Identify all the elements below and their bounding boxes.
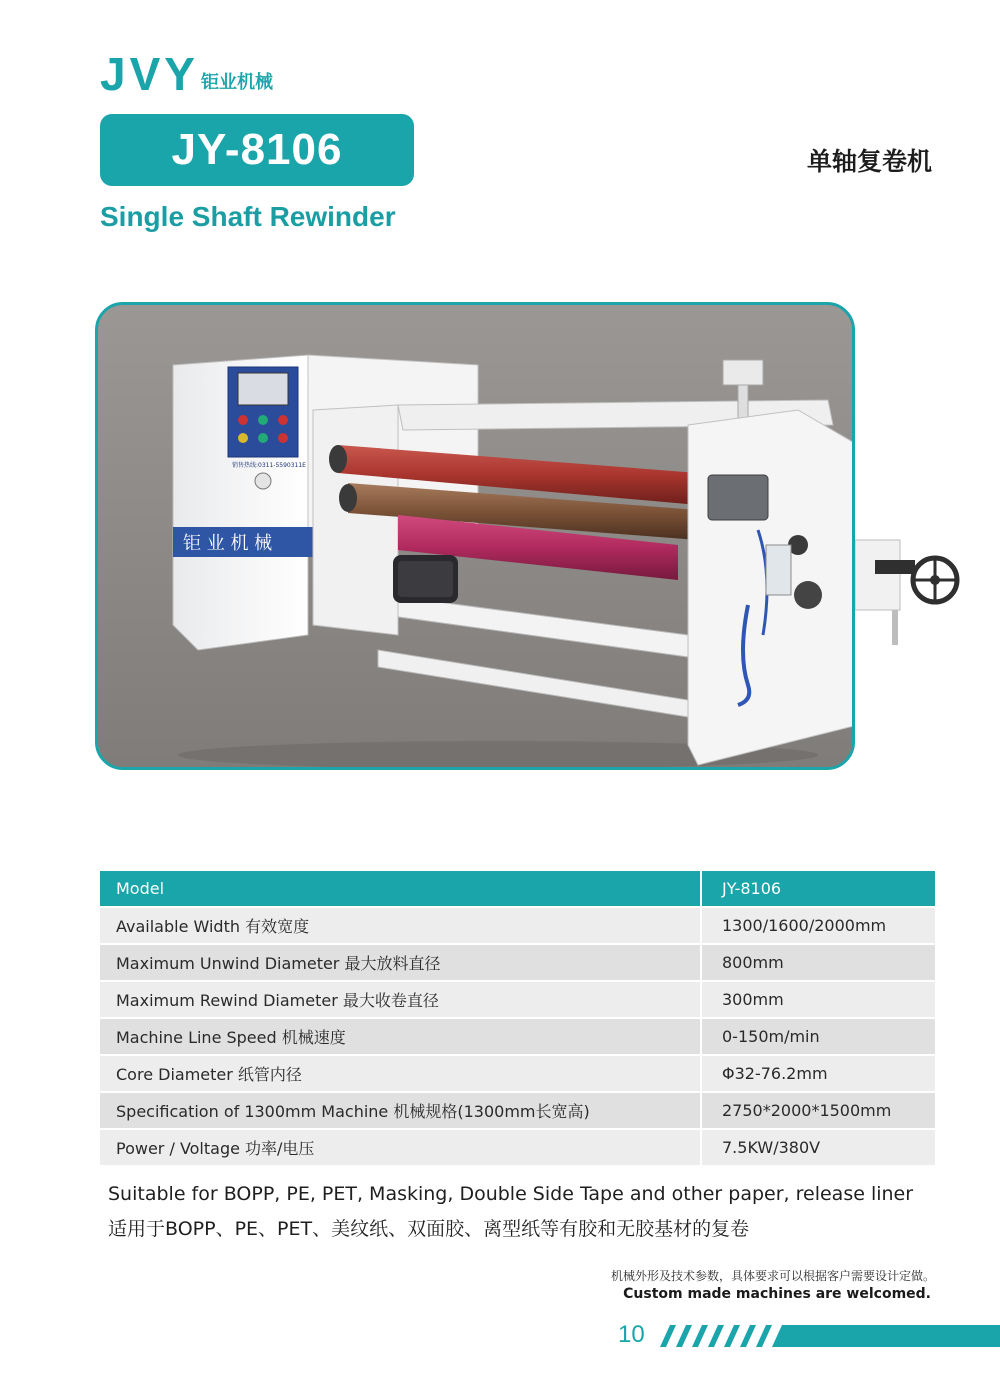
- product-title-english: Single Shaft Rewinder: [100, 201, 396, 232]
- spec-label: Specification of 1300mm Machine 机械规格(1300mm长宽高): [100, 1092, 701, 1129]
- spec-value: 1300/1600/2000mm: [701, 907, 935, 944]
- table-row: [100, 1092, 935, 1129]
- custom-note-chinese: 机械外形及技术参数，具体要求可以根据客户需要设计定做。: [610, 1269, 935, 1283]
- brand-logo-latin: JVY: [100, 48, 199, 100]
- spec-value: 0-150m/min: [701, 1018, 935, 1055]
- table-row: [100, 907, 935, 944]
- suitable-materials-chinese: 适用于BOPP、PE、PET、美纹纸、双面胶、离型纸等有胶和无胶基材的复卷: [108, 1218, 750, 1240]
- spec-table: [100, 871, 935, 1167]
- handwheel-illustration: [855, 520, 970, 650]
- spec-header-value: JY-8106: [701, 871, 935, 907]
- spec-label: Machine Line Speed 机械速度: [100, 1018, 701, 1055]
- spec-label: Available Width 有效宽度: [100, 907, 701, 944]
- footer-stripe-decoration: [650, 1325, 1000, 1347]
- spec-value: 800mm: [701, 944, 935, 981]
- spec-label: Maximum Rewind Diameter 最大收卷直径: [100, 981, 701, 1018]
- spec-value: 2750*2000*1500mm: [701, 1092, 935, 1129]
- table-row: [100, 1055, 935, 1092]
- brand-logo-chinese: 钜业机械: [200, 72, 273, 93]
- machine-side-label: 钜 业 机 械: [183, 533, 273, 554]
- brand-logo: [100, 48, 273, 100]
- spec-header-label: Model: [100, 871, 701, 907]
- machine-illustration: [98, 305, 852, 767]
- spec-table-header: [100, 871, 935, 907]
- table-row: [100, 981, 935, 1018]
- custom-note-english: Custom made machines are welcomed.: [623, 1286, 931, 1302]
- model-badge: [100, 114, 414, 186]
- spec-value: Φ32-76.2mm: [701, 1055, 935, 1092]
- spec-label: Core Diameter 纸管内径: [100, 1055, 701, 1092]
- machine-photo: [95, 302, 855, 770]
- table-row: [100, 1018, 935, 1055]
- table-row: [100, 1129, 935, 1166]
- spec-label: Maximum Unwind Diameter 最大放料直径: [100, 944, 701, 981]
- spec-label: Power / Voltage 功率/电压: [100, 1129, 701, 1166]
- model-number: JY-8106: [171, 125, 343, 174]
- spec-value: 7.5KW/380V: [701, 1129, 935, 1166]
- page-number: 10: [618, 1321, 645, 1348]
- table-row: [100, 944, 935, 981]
- product-title-chinese: 单轴复卷机: [806, 147, 932, 176]
- spec-value: 300mm: [701, 981, 935, 1018]
- panel-phone-label: 销售热线:0311-5590311E: [232, 462, 306, 469]
- suitable-materials-english: Suitable for BOPP, PE, PET, Masking, Double Side Tape and other paper, release liner: [108, 1183, 914, 1205]
